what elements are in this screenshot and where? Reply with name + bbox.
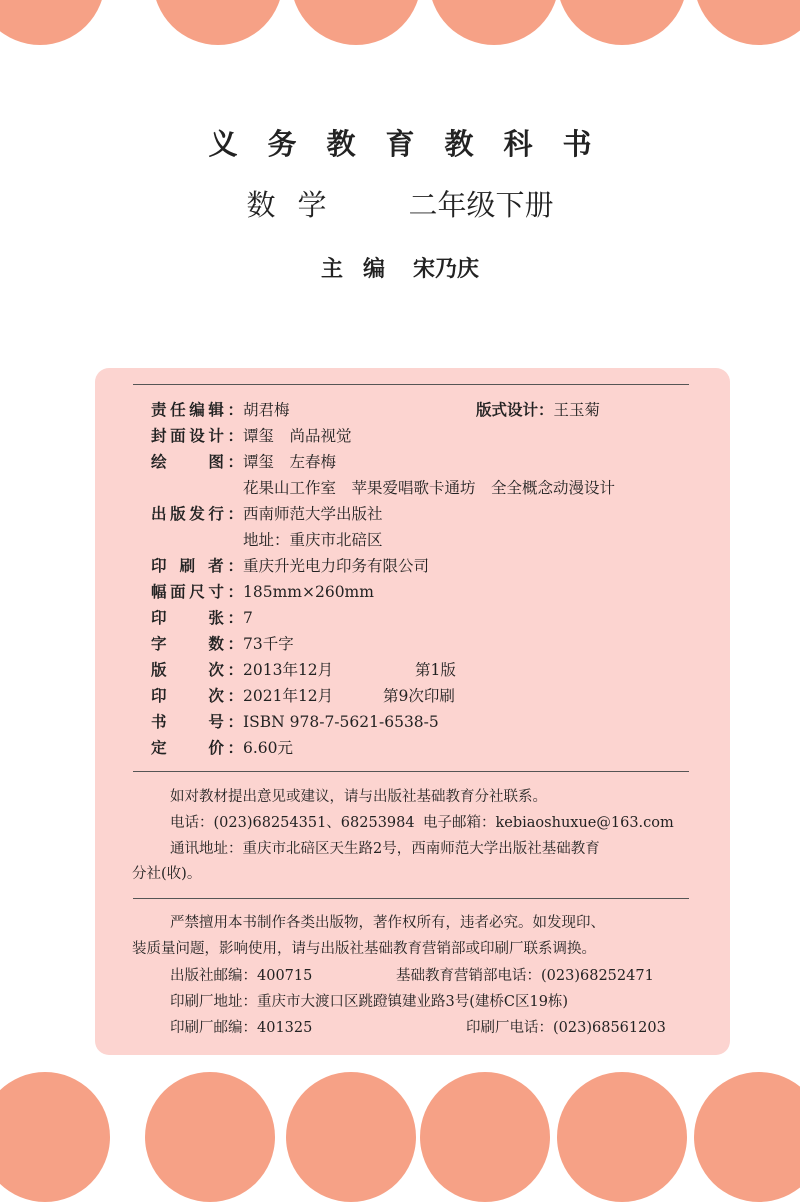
format-label: 幅面尺寸： bbox=[151, 583, 243, 601]
divider bbox=[133, 384, 689, 385]
decorative-circle bbox=[291, 0, 421, 45]
price-label: 定 价： bbox=[151, 739, 243, 757]
edition-number: 第1版 bbox=[415, 661, 456, 679]
decorative-circle bbox=[557, 0, 687, 45]
decorative-circle bbox=[557, 1072, 687, 1202]
chief-editor bbox=[0, 252, 800, 283]
sheets-label: 印 张： bbox=[151, 609, 243, 627]
notice-line: 严禁擅用本书制作各类出版物，著作权所有，违者必究。如发现印、 bbox=[170, 915, 605, 931]
publisher-label: 出版发行： bbox=[151, 505, 243, 523]
row-sheets bbox=[151, 606, 253, 630]
decorative-circle bbox=[0, 1072, 110, 1202]
printer-label: 印 刷 者： bbox=[151, 557, 243, 575]
row-printing bbox=[151, 684, 455, 708]
book-title bbox=[0, 183, 800, 224]
format-value: 185mm×260mm bbox=[243, 583, 374, 601]
decorative-circle bbox=[429, 0, 559, 45]
row-printer bbox=[151, 554, 429, 578]
row-words bbox=[151, 632, 294, 656]
cover-design-value: 谭玺 尚品视觉 bbox=[243, 427, 352, 445]
row-format bbox=[151, 580, 374, 604]
printer-zip: 印刷厂邮编：401325 bbox=[170, 1020, 313, 1036]
feedback-line: 如对教材提出意见或建议，请与出版社基础教育分社联系。 bbox=[170, 789, 547, 805]
publisher-address: 地址：重庆市北碚区 bbox=[243, 531, 383, 549]
series-title: 义务教育教科书 bbox=[208, 127, 622, 161]
illustration-label: 绘 图： bbox=[151, 453, 243, 471]
row-publisher bbox=[151, 502, 383, 526]
feedback-address-2: 分社(收)。 bbox=[132, 866, 202, 882]
edition-label: 版 次： bbox=[151, 661, 243, 679]
responsible-editor-value: 胡君梅 bbox=[243, 401, 290, 419]
illustration-value: 谭玺 左春梅 bbox=[243, 453, 337, 471]
printing-number: 第9次印刷 bbox=[383, 687, 455, 705]
words-value: 73千字 bbox=[243, 635, 294, 653]
printing-date: 2021年12月 bbox=[243, 687, 334, 705]
row-isbn bbox=[151, 710, 439, 734]
price-value: 6.60元 bbox=[243, 739, 294, 757]
grade: 二年级下册 bbox=[408, 188, 554, 222]
printer-value: 重庆升光电力印务有限公司 bbox=[243, 557, 430, 575]
feedback-phone: 电话：(023)68254351、68253984 bbox=[170, 815, 415, 831]
notice-line-2: 装质量问题，影响使用，请与出版社基础教育营销部或印刷厂联系调换。 bbox=[132, 941, 596, 957]
isbn-label: 书 号： bbox=[151, 713, 243, 731]
printer-phone: 印刷厂电话：(023)68561203 bbox=[466, 1020, 666, 1036]
decorative-circle bbox=[420, 1072, 550, 1202]
row-responsible-editor bbox=[151, 398, 290, 422]
feedback-email: 电子邮箱：kebiaoshuxue@163.com bbox=[423, 815, 674, 831]
divider bbox=[133, 771, 689, 772]
printer-address: 印刷厂地址：重庆市大渡口区跳蹬镇建业路3号(建桥C区19栋) bbox=[170, 994, 569, 1010]
row-illustration-2 bbox=[243, 476, 615, 500]
chief-editor-name: 宋乃庆 bbox=[413, 257, 480, 282]
subject: 数学 bbox=[246, 188, 349, 222]
row-publisher-address bbox=[243, 528, 383, 552]
decorative-circle bbox=[286, 1072, 416, 1202]
marketing-phone: 基础教育营销部电话：(023)68252471 bbox=[396, 968, 654, 984]
responsible-editor-label: 责任编辑： bbox=[151, 401, 243, 419]
decorative-circle bbox=[0, 0, 105, 45]
printing-label: 印 次： bbox=[151, 687, 243, 705]
words-label: 字 数： bbox=[151, 635, 243, 653]
isbn-value: ISBN 978-7-5621-6538-5 bbox=[243, 713, 439, 731]
decorative-circle bbox=[694, 1072, 800, 1202]
sheets-value: 7 bbox=[243, 609, 253, 627]
layout-design-label: 版式设计： bbox=[476, 401, 554, 419]
decorative-circle bbox=[145, 1072, 275, 1202]
row-edition bbox=[151, 658, 456, 682]
edition-date: 2013年12月 bbox=[243, 661, 334, 679]
illustration-value-2: 花果山工作室 苹果爱唱歌卡通坊 全全概念动漫设计 bbox=[243, 479, 616, 497]
divider bbox=[133, 898, 689, 899]
cover-design-label: 封面设计： bbox=[151, 427, 243, 445]
row-cover-design bbox=[151, 424, 352, 448]
decorative-circle bbox=[153, 0, 283, 45]
decorative-circle bbox=[694, 0, 800, 45]
layout-design-value: 王玉菊 bbox=[553, 401, 601, 419]
row-illustration bbox=[151, 450, 336, 474]
row-price bbox=[151, 736, 293, 760]
chief-editor-label: 主编 bbox=[320, 257, 405, 282]
row-layout-design bbox=[476, 398, 600, 422]
publisher-zip: 出版社邮编：400715 bbox=[170, 968, 313, 984]
feedback-address: 通讯地址：重庆市北碚区天生路2号，西南师范大学出版社基础教育 bbox=[170, 841, 600, 857]
publisher-value: 西南师范大学出版社 bbox=[243, 505, 383, 523]
